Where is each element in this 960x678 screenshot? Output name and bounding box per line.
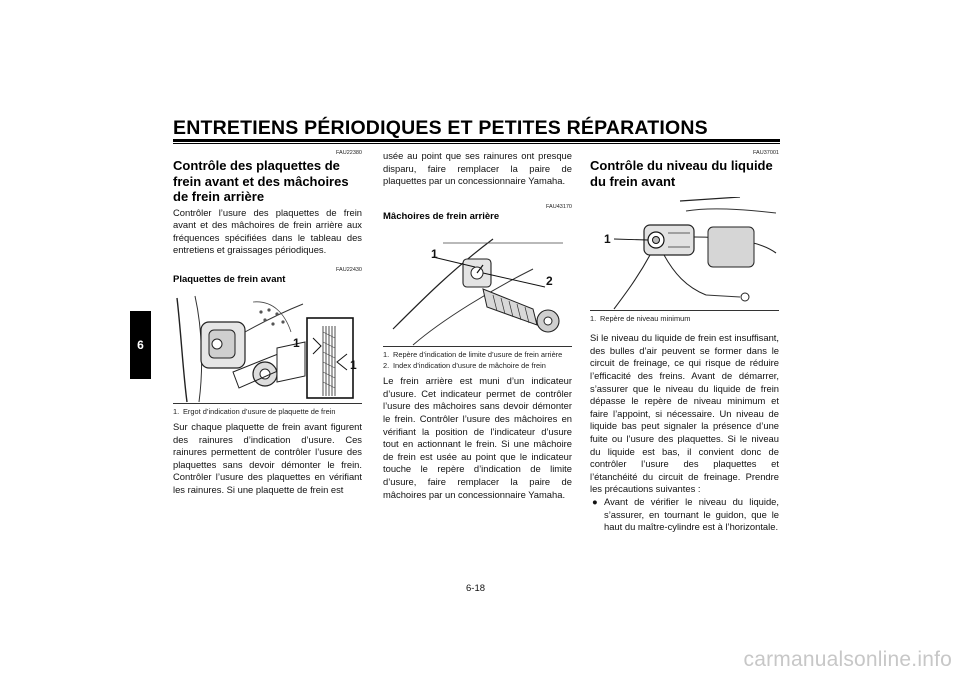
precaution-bullet xyxy=(590,496,779,534)
figure-callout-1: 1 xyxy=(604,232,611,246)
figure-callout-1b: 1 xyxy=(350,357,357,372)
bullet-text: Avant de vérifier le niveau du liquide, s’assurer, en tournant le guidon, que le haut du maître-cylindre est à l’horizontale. xyxy=(604,495,779,533)
figure-caption-2 xyxy=(383,361,572,370)
body-paragraph: Si le niveau du liquide de frein est insuffisant, des bulles d’air peuvent se former dans le circuit de freinage, ce qui risque de réduire l’efficacité des freins. Avant de démarrer, s’assurer que le niveau du liquide de frein dépasse le repère de niveau minimum et faire l’appoint, si nécessaire. Un niveau de liquide bas peut signaler la présence d’une fuite ou l’usure des plaquettes. Si le niveau du liquide est bas, il convient donc de contrôler l’usure des plaquettes et l’étanchéité du circuit de freinage. Prendre les précautions suivantes : xyxy=(590,332,779,495)
figure-callout-1a: 1 xyxy=(293,335,300,350)
chapter-tab: 6 xyxy=(130,311,151,379)
caption-text: Repère de niveau minimum xyxy=(600,314,691,323)
watermark: carmanualsonline.info xyxy=(743,648,952,671)
front-brake-illustration xyxy=(173,292,362,404)
subsection-code: FAU43170 xyxy=(546,203,572,210)
caption-number: 1. xyxy=(173,406,180,416)
caption-text: Ergot d’indication d’usure de plaquette de frein xyxy=(183,406,336,416)
front-brake-pads-figure xyxy=(173,292,362,404)
rear-brake-illustration xyxy=(383,229,572,347)
bullet-mark: ● xyxy=(592,495,598,507)
subsection-code: FAU22430 xyxy=(336,266,362,273)
section-code: FAU22380 xyxy=(336,150,362,156)
figure-callout-2: 2 xyxy=(546,273,553,288)
header-rule-thin xyxy=(173,143,780,144)
caption-number: 2. xyxy=(383,360,390,370)
figure-caption xyxy=(173,407,362,416)
continued-paragraph: usée au point que ses rainures ont presque disparu, faire remplacer la paire de plaquettes par un concessionnaire Yamaha. xyxy=(383,150,572,187)
body-paragraph: Sur chaque plaquette de frein avant figurent des rainures d’indication d’usure. Ces rainures permettent de contrôler l’usure des plaquettes sans devoir démonter le frein. Contrôler l’usure des plaquettes en vérifiant les rainures. Si une plaquette de frein est xyxy=(173,421,362,496)
figure-caption-1 xyxy=(383,350,572,359)
section-heading: Contrôle du niveau du liquide du frein avant xyxy=(590,158,773,189)
caption-number: 1. xyxy=(383,349,390,359)
rear-brake-shoes-figure xyxy=(383,229,572,347)
figure-caption xyxy=(590,314,779,323)
intro-paragraph: Contrôler l’usure des plaquettes de frein avant et des mâchoires de frein arrière aux fréquences spécifiées dans le tableau des entretiens et graissages périodiques. xyxy=(173,206,362,256)
header-rule xyxy=(173,139,780,142)
section-heading: Contrôle des plaquettes de frein avant et des mâchoires de frein arrière xyxy=(173,158,349,204)
caption-number: 1. xyxy=(590,314,597,323)
column-1 xyxy=(173,150,362,497)
page-number: 6-18 xyxy=(466,583,486,594)
brake-fluid-reservoir-figure xyxy=(590,197,779,311)
caption-text: Repère d’indication de limite d’usure de frein arrière xyxy=(393,349,563,359)
master-cylinder-illustration xyxy=(590,197,779,311)
page-title: ENTRETIENS PÉRIODIQUES ET PETITES RÉPARATIONS xyxy=(173,117,708,139)
column-3 xyxy=(590,150,779,534)
body-paragraph: Le frein arrière est muni d’un indicateur d’usure. Cet indicateur permet de contrôler l’usure des mâchoires sans devoir démonter le frein. Contrôler l’usure des mâchoires en vérifiant la position de l’indicateur d’usure tout en actionnant le frein. Si une mâchoire de frein est usée au point que le indicateur touche le repère d’indication de limite d’usure, faire remplacer la paire de mâchoires par un concessionnaire Yamaha. xyxy=(383,375,572,500)
section-code: FAU37001 xyxy=(753,150,779,156)
column-2 xyxy=(383,150,572,501)
caption-text: Index d’indication d’usure de mâchoire de frein xyxy=(393,360,546,370)
figure-callout-1: 1 xyxy=(431,246,438,261)
subsection-heading: Mâchoires de frein arrière xyxy=(383,210,500,222)
subsection-heading: Plaquettes de frein avant xyxy=(173,273,286,285)
